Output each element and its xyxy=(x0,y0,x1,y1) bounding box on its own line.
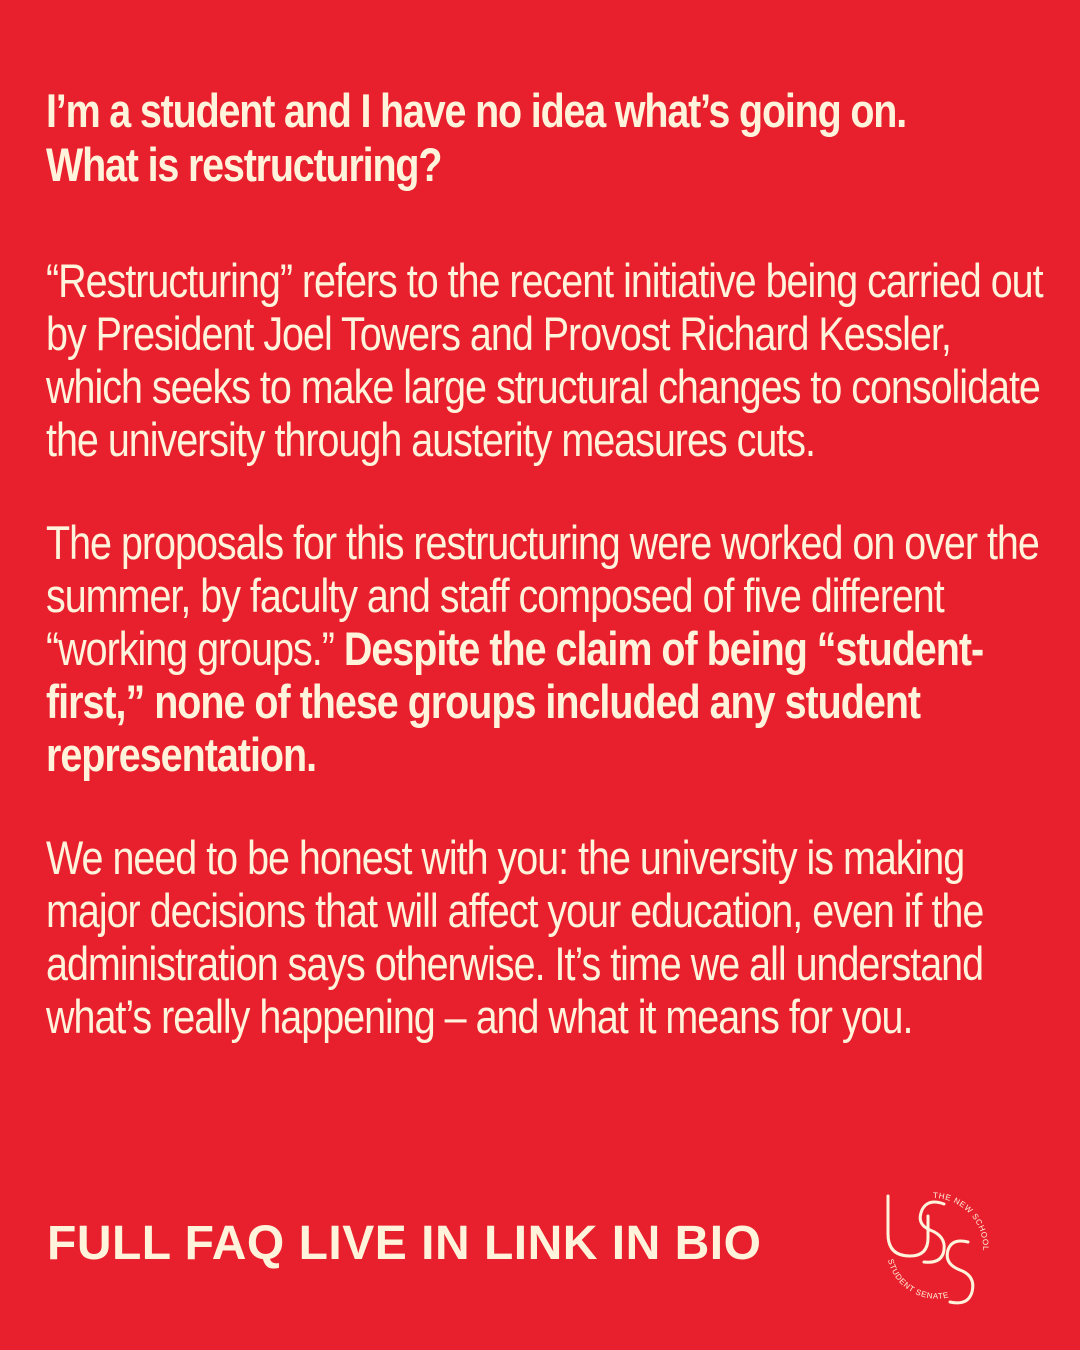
answer-paragraph-2-regular: The proposals for this restructuring were worked on over the summer, by faculty and staff composed of five different “working groups.” xyxy=(46,516,1039,675)
answer-paragraph-3: We need to be honest with you: the university is making major decisions that will affect your education, even if the administration says otherwise. It’s time we all understand what’s really happening – and what it means for you. xyxy=(46,831,984,1043)
answer-paragraph-2 xyxy=(46,516,1046,781)
answer-paragraph-2-emphasis: Despite the claim of being “student-first,” none of these groups included any student representation. xyxy=(46,622,984,781)
student-senate-logo xyxy=(866,1182,1000,1316)
monogram-uss xyxy=(885,1196,973,1303)
answer-paragraph-1: “Restructuring” refers to the recent initiative being carried out by President Joel Towers and Provost Richard Kessler, which seeks to make large structural changes to consolidate the university through austerity measures cuts. xyxy=(46,254,1043,466)
logo-ring-top-text: THE NEW SCHOOL xyxy=(932,1190,991,1252)
faq-link-callout: FULL FAQ LIVE IN LINK IN BIO xyxy=(47,1217,762,1270)
logo-ring-bottom-text: STUDENT SENATE xyxy=(885,1257,950,1301)
post-content xyxy=(46,84,1046,1093)
faq-question: I’m a student and I have no idea what’s going on. What is restructuring? xyxy=(46,84,907,191)
